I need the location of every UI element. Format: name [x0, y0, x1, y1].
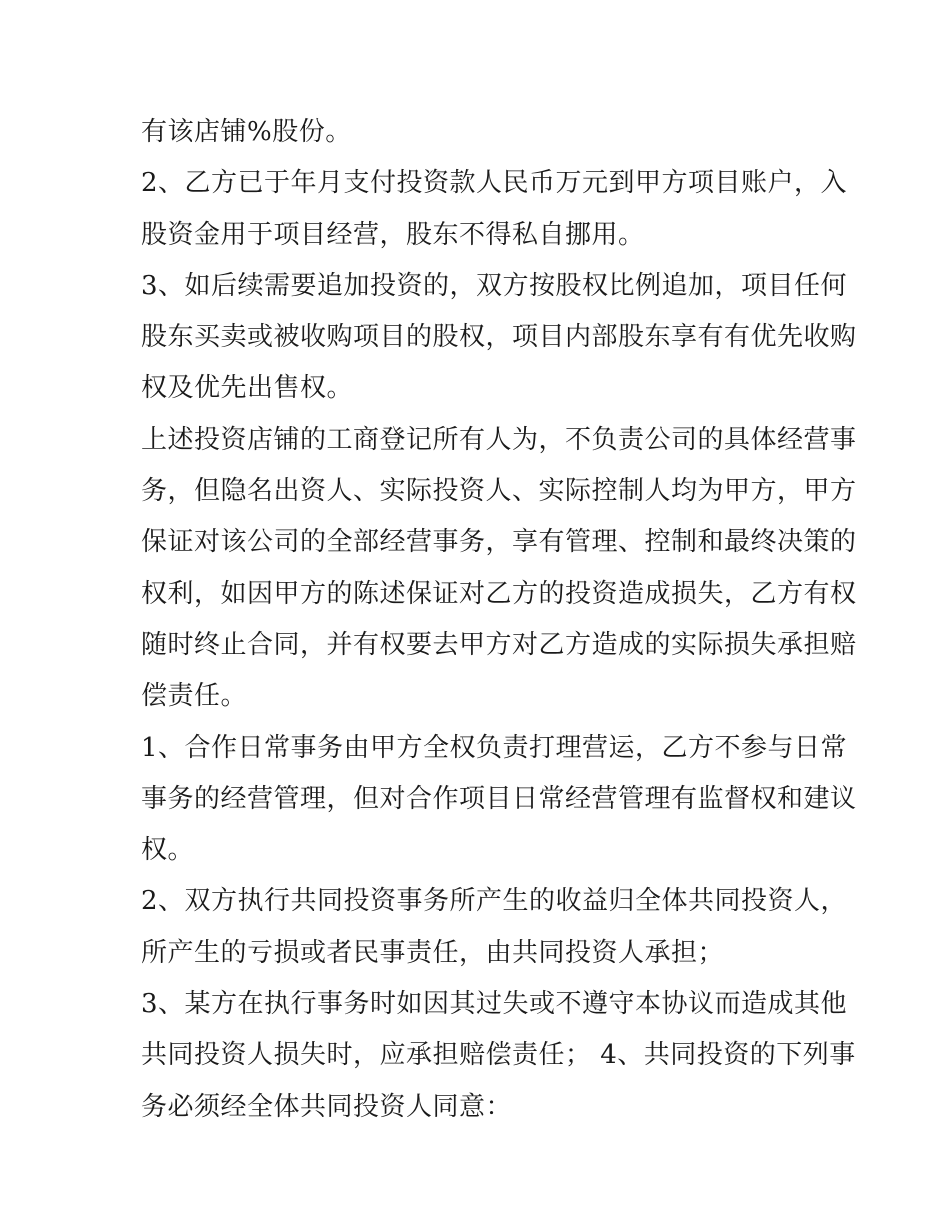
- text-line: 所产生的亏损或者民事责任，由共同投资人承担；: [141, 937, 725, 968]
- text-line: 偿责任。: [141, 681, 248, 712]
- text-line: 股资金用于项目经营，股东不得私自挪用。: [141, 219, 645, 250]
- text-line: 1、合作日常事务由甲方全权负责打理营运，乙方不参与日常: [141, 732, 848, 763]
- text-line: 3、如后续需要追加投资的，双方按股权比例追加，项目任何: [141, 270, 848, 301]
- text-line: 保证对该公司的全部经营事务，享有管理、控制和最终决策的: [141, 527, 857, 558]
- text-line: 务，但隐名出资人、实际投资人、实际控制人均为甲方，甲方: [141, 476, 857, 507]
- text-line: 务必须经全体共同投资人同意：: [141, 1091, 513, 1122]
- text-line: 权。: [141, 835, 195, 866]
- text-line: 上述投资店铺的工商登记所有人为，不负责公司的具体经营事: [141, 424, 857, 455]
- text-line: 2、双方执行共同投资事务所产生的收益归全体共同投资人，: [141, 886, 848, 917]
- text-line: 事务的经营管理，但对合作项目日常经营管理有监督权和建议: [141, 783, 857, 814]
- text-line: 权利，如因甲方的陈述保证对乙方的投资造成损失，乙方有权: [141, 578, 857, 609]
- text-line: 有该店铺%股份。: [141, 117, 352, 147]
- text-line: 股东买卖或被收购项目的股权，项目内部股东享有有优先收购: [141, 322, 857, 353]
- text-line: 随时终止合同，并有权要去甲方对乙方造成的实际损失承担赔: [141, 629, 857, 660]
- text-line: 2、乙方已于年月支付投资款人民币万元到甲方项目账户，入: [141, 168, 848, 199]
- text-line: 3、某方在执行事务时如因其过失或不遵守本协议而造成其他: [141, 989, 848, 1020]
- text-line: 共同投资人损失时，应承担赔偿责任； 4、共同投资的下列事: [141, 1040, 856, 1071]
- document-body: [141, 107, 857, 1133]
- text-line: 权及优先出售权。: [141, 373, 354, 404]
